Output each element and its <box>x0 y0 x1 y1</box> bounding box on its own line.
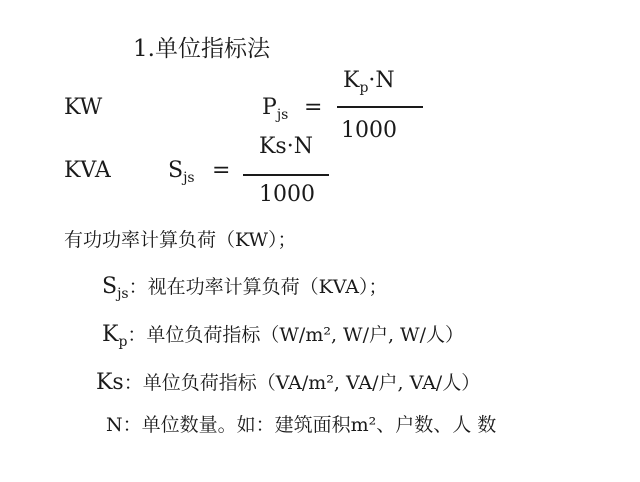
kw-numerator-tail: ·N <box>368 68 395 93</box>
sjs-symbol <box>168 158 195 186</box>
kp-main: K <box>343 68 360 93</box>
def-n-symbol: N <box>106 414 123 436</box>
def-n-text: ：单位数量。如：建筑面积m²、户数、人 数 <box>122 414 497 436</box>
def-sjs-subscript: js <box>117 286 129 302</box>
kw-equals: = <box>304 95 323 120</box>
def-sjs-text: ：视在功率计算负荷（KVA）； <box>128 276 388 298</box>
def-kp-symbol: K <box>102 322 119 347</box>
definition-n <box>106 410 496 437</box>
def-ks-text: ：单位负荷指标（VA/m², VA/户, VA/人） <box>123 372 481 394</box>
pjs-main: P <box>262 95 277 120</box>
pjs-subscript: js <box>276 107 289 123</box>
kva-denominator: 1000 <box>259 182 315 207</box>
kw-fraction <box>337 68 423 148</box>
pjs-symbol <box>262 95 288 123</box>
kp-subscript: p <box>359 80 369 96</box>
kw-numerator <box>343 68 395 96</box>
page-title: 1.单位指标法 <box>133 36 270 62</box>
sjs-main: S <box>168 158 184 183</box>
definition-kp <box>102 320 464 350</box>
def-kp-text: ：单位负荷指标（W/m², W/户, W/人） <box>127 324 464 346</box>
kva-equals: = <box>212 158 231 183</box>
def-ks-symbol: Ks <box>96 370 124 395</box>
def-kp-subscript: p <box>118 334 128 350</box>
definition-ks <box>96 368 480 395</box>
kw-denominator: 1000 <box>341 118 397 143</box>
kva-fraction <box>243 134 329 214</box>
kva-fraction-bar <box>243 174 329 176</box>
kva-label: KVA <box>64 158 111 183</box>
def-sjs-symbol: S <box>102 274 118 299</box>
kw-fraction-bar <box>337 106 423 108</box>
kw-label: KW <box>64 95 103 120</box>
sjs-subscript: js <box>183 170 195 186</box>
kva-numerator: Ks·N <box>259 134 313 159</box>
definition-sjs <box>102 272 387 302</box>
definition-active-power: 有功功率计算负荷（KW）； <box>64 229 297 251</box>
